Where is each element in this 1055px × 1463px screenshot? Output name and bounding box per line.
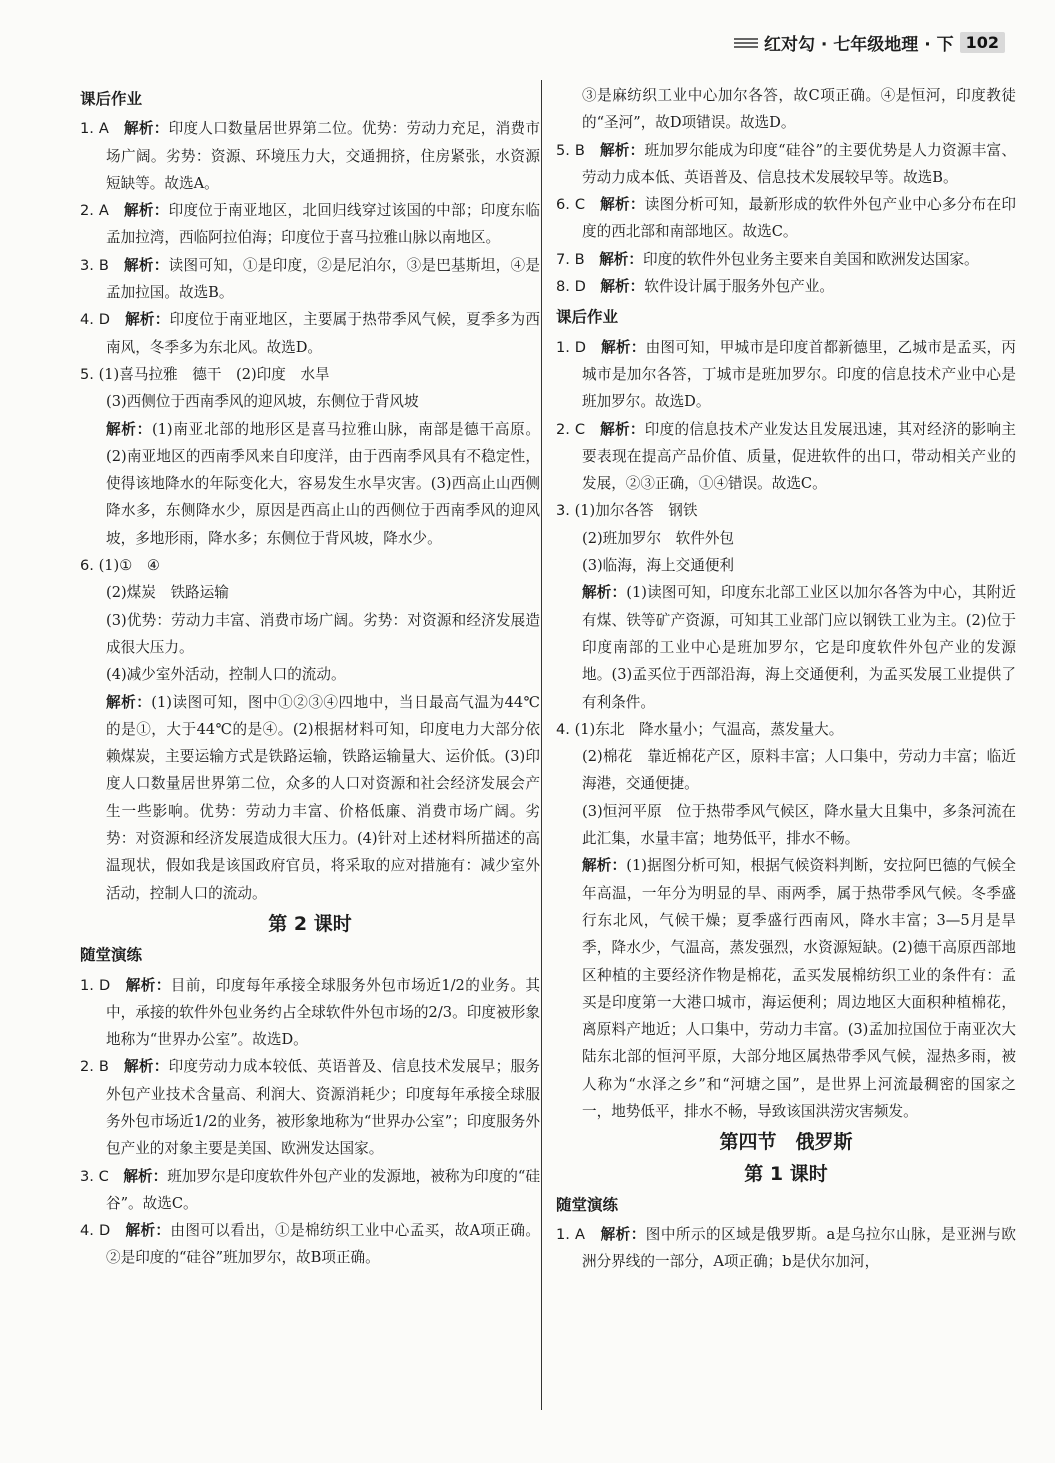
analysis-label: 解析： — [125, 976, 171, 994]
answer-text: 目前，印度每年承接全球服务外包市场近1/2的业务。其中，承接的软件外包业务约占全球软件外包市场的2/3。印度被形象地称为“世界办公室”。故选D。 — [106, 976, 540, 1049]
question-number: 5. — [80, 365, 99, 383]
decorative-lines-icon — [734, 38, 758, 48]
analysis-label: 解析： — [123, 120, 169, 138]
analysis-label: 解析： — [600, 278, 645, 296]
answer-text: (2)煤炭 铁路运输 — [106, 584, 229, 602]
analysis-label: 解析： — [599, 250, 643, 268]
question-number: 5. — [556, 141, 575, 159]
question-number: 3. — [556, 502, 575, 520]
analysis-label: 解析： — [106, 420, 152, 438]
answer-text: 读图可知，①是印度，②是尼泊尔，③是巴基斯坦，④是孟加拉国。故选B。 — [106, 256, 540, 302]
analysis-label: 解析： — [600, 1226, 646, 1244]
analysis-label: 解析： — [123, 1167, 168, 1185]
lesson-heading: 第 1 课时 — [744, 1162, 828, 1185]
analysis-label: 解析： — [125, 311, 170, 329]
answer-text: (1)据图分析可知，根据气候资料判断，安拉阿巴德的气候全年高温，一年分为明显的旱、雨两季，属于热带季风气候。冬季盛行东北风，气候干燥；夏季盛行西南风，降水丰富；3—5月是旱季，降水少，气温高，蒸发强烈，水资源短缺。(2)德干高原西部地区种植的主要经济作物是棉花，孟买发展棉纺织工业的条件有：孟买是印度第一大港口城市，海运便利；周边地区大面积种植棉花，离原料产地近；人口集中，劳动力丰富。(3)孟加拉国位于南亚次大陆东北部的恒河平原，大部分地区属热带季风气候，湿热多雨，被人称为“水泽之乡”和“河塘之国”，是世界上河流最稠密的国家之一，地势低平，排水不畅，导致该国洪涝灾害频发。 — [582, 857, 1016, 1120]
answer-item — [80, 306, 540, 361]
question-number: 1. — [80, 120, 99, 138]
answer-text: (1)加尔各答 钢铁 — [574, 502, 698, 520]
question-number: 6. — [556, 196, 575, 214]
answer-subline — [80, 388, 540, 415]
answer-text: ③是麻纺织工业中心加尔各答，故C项正确。④是恒河，印度教徒的“圣河”，故D项错误。故选D。 — [582, 87, 1016, 132]
answer-text: (4)减少室外活动，控制人口的流动。 — [106, 666, 346, 684]
answer-subline — [556, 743, 1016, 798]
answer-text: 软件设计属于服务外包产业。 — [644, 278, 834, 296]
right-column — [556, 82, 1016, 1276]
answer-choice: A — [98, 120, 124, 138]
answer-text: 印度劳动力成本较低、英语普及、信息技术发展早；服务外包产业技术含量高、利润大、资源消耗少；印度每年承接全球服务外包市场近1/2的业务，被形象地称为“世界办公室”；印度服务外包产业的对象主要是美国、欧洲发达国家。 — [106, 1058, 540, 1158]
section-heading: 课后作业 — [556, 308, 619, 327]
analysis-label: 解析： — [125, 1222, 171, 1240]
question-number: 4. — [80, 1222, 99, 1240]
answer-item — [80, 1217, 540, 1272]
answer-text: 由图可知，甲城市是印度首都新德里，乙城市是孟买，丙城市是加尔各答，丁城市是班加罗尔。印度的信息技术产业中心是班加罗尔。故选D。 — [582, 338, 1016, 411]
answer-choice: D — [574, 338, 602, 356]
answer-text: 班加罗尔是印度软件外包产业的发源地，被称为印度的“硅谷”。故选C。 — [106, 1167, 540, 1212]
answer-text: 印度的软件外包业务主要来自美国和欧洲发达国家。 — [642, 250, 979, 268]
answer-text: (3)恒河平原 位于热带季风气候区，降水量大且集中，多条河流在此汇集，水量丰富；地势低平，排水不畅。 — [582, 802, 1016, 848]
analysis-label: 解析： — [582, 857, 627, 875]
answer-text: (1)读图可知，图中①②③④四地中，当日最高气温为44℃的是①，大于44℃的是④。(2)根据材料可知，印度电力大部分依赖煤炭，主要运输方式是铁路运输，铁路运输量大、运价低。(3)印度人口数量居世界第二位，众多的人口对资源和社会经济发展会产生一些影响。优势：劳动力丰富、价格低廉、消费市场广阔。劣势：对资源和经济发展造成很大压力。(4)针对上述材料所描述的高温现状，假如我是该国政府官员，将采取的应对措施有：减少室外活动，控制人口的流动。 — [106, 693, 540, 902]
analysis-label: 解析： — [582, 584, 627, 602]
analysis-label: 解析： — [600, 420, 645, 438]
answer-subline — [80, 689, 540, 907]
section-heading: 随堂演练 — [80, 946, 143, 965]
answer-text: (1)读图可知，印度东北部工业区以加尔各答为中心，其附近有煤、铁等矿产资源，可知其工业部门应以钢铁工业为主。(2)位于印度南部的工业中心是班加罗尔，它是印度软件外包产业的发源地。(3)孟买位于西部沿海，海上交通便利，为孟买发展工业提供了有利条件。 — [582, 584, 1016, 711]
section-heading: 课后作业 — [80, 90, 143, 108]
answer-subline — [80, 579, 540, 606]
answer-text: 读图分析可知，最新形成的软件外包产业中心多分布在印度的西北部和南部地区。故选C。 — [582, 196, 1016, 241]
analysis-label: 解析： — [601, 338, 646, 356]
answer-choice: D — [574, 278, 601, 296]
answer-text: (2)棉花 靠近棉花产区，原料丰富；人口集中，劳动力丰富；临近海港，交通便捷。 — [582, 748, 1016, 793]
answer-subline — [556, 82, 1016, 137]
answer-item — [556, 497, 1016, 524]
question-number: 7. — [556, 250, 575, 268]
answer-subline — [556, 579, 1016, 715]
book-title: 红对勾 · 七年级地理 · 下 — [764, 35, 954, 55]
question-number: 4. — [80, 311, 99, 329]
analysis-label: 解析： — [124, 256, 169, 274]
answer-item — [556, 1221, 1016, 1276]
question-number: 2. — [556, 420, 575, 438]
answer-choice: C — [574, 196, 601, 214]
analysis-label: 解析： — [599, 141, 645, 159]
page-number: 102 — [960, 32, 1005, 53]
answer-item — [556, 246, 1016, 273]
answer-text: (1)东北 降水量小；气温高，蒸发量大。 — [574, 720, 844, 738]
question-number: 3. — [80, 1167, 99, 1185]
lesson-heading: 第四节 俄罗斯 — [719, 1131, 853, 1154]
left-column — [80, 82, 540, 1272]
analysis-label: 解析： — [123, 202, 169, 220]
question-number: 1. — [556, 338, 575, 356]
answer-item — [80, 1163, 540, 1218]
answer-text: (1)① ④ — [98, 557, 161, 575]
analysis-label: 解析： — [124, 1058, 169, 1076]
column-divider — [541, 80, 542, 1410]
answer-text: 印度的信息技术产业发达且发展迅速，其对经济的影响主要表现在提高产品价值、质量，促进软件的出口，带动相关产业的发展，②③正确，①④错误。故选C。 — [582, 420, 1016, 493]
answer-choice: B — [574, 250, 600, 268]
answer-item — [80, 197, 540, 252]
answer-subline — [556, 798, 1016, 853]
answer-choice: A — [575, 1226, 601, 1244]
answer-choice: B — [98, 1058, 124, 1076]
answer-choice: A — [98, 202, 124, 220]
answer-subline — [556, 852, 1016, 1125]
answer-item — [556, 137, 1016, 192]
question-number: 2. — [80, 1058, 99, 1076]
answer-item — [556, 334, 1016, 416]
answer-subline — [80, 416, 540, 552]
answer-item — [556, 273, 1016, 300]
answer-choice: D — [98, 1222, 126, 1240]
answer-text: (1)喜马拉雅 德干 (2)印度 水旱 — [98, 365, 330, 383]
section-heading: 随堂演练 — [556, 1195, 619, 1214]
question-number: 2. — [80, 202, 99, 220]
answer-item — [80, 115, 540, 197]
answer-item — [80, 361, 540, 388]
answer-text: (2)班加罗尔 软件外包 — [582, 529, 735, 547]
answer-text: 班加罗尔能成为印度“硅谷”的主要优势是人力资源丰富、劳动力成本低、英语普及、信息技术发展较早等。故选B。 — [582, 141, 1016, 186]
answer-item — [556, 416, 1016, 498]
answer-choice: D — [99, 976, 126, 994]
answer-item — [556, 716, 1016, 743]
analysis-label: 解析： — [106, 693, 152, 711]
answer-choice: D — [98, 311, 126, 329]
answer-text: 印度人口数量居世界第二位。优势：劳动力充足，消费市场广阔。劣势：资源、环境压力大，交通拥挤，住房紧张，水资源短缺等。故选A。 — [106, 120, 540, 192]
answer-subline — [80, 661, 540, 688]
lesson-heading: 第 2 课时 — [268, 912, 352, 935]
page-header — [734, 30, 1005, 55]
analysis-label: 解析： — [600, 196, 645, 214]
answer-choice: C — [574, 420, 601, 438]
answer-item — [80, 252, 540, 307]
question-number: 4. — [556, 720, 575, 738]
answer-choice: B — [574, 141, 600, 159]
answer-text: 印度位于南亚地区，北回归线穿过该国的中部；印度东临孟加拉湾，西临阿拉伯海；印度位于喜马拉雅山脉以南地区。 — [106, 202, 540, 247]
answer-choice: C — [98, 1167, 124, 1185]
answer-text: (3)优势：劳动力丰富、消费市场广阔。劣势：对资源和经济发展造成很大压力。 — [106, 611, 540, 656]
question-number: 3. — [80, 256, 99, 274]
answer-item — [80, 552, 540, 579]
question-number: 6. — [80, 557, 99, 575]
answer-subline — [80, 607, 540, 662]
answer-choice: B — [98, 256, 124, 274]
question-number: 8. — [556, 278, 575, 296]
question-number: 1. — [80, 976, 99, 994]
answer-item — [556, 191, 1016, 246]
question-number: 1. — [556, 1226, 576, 1244]
answer-text: (3)西侧位于西南季风的迎风坡，东侧位于背风坡 — [106, 393, 419, 411]
answer-text: (3)临海，海上交通便利 — [582, 557, 735, 575]
answer-item — [80, 1053, 540, 1162]
answer-subline — [556, 552, 1016, 579]
answer-item — [80, 972, 540, 1054]
answer-text: (1)南亚北部的地形区是喜马拉雅山脉，南部是德干高原。(2)南亚地区的西南季风来自印度洋，由于西南季风具有不稳定性，使得该地降水的年际变化大，容易发生水旱灾害。(3)西高止山西侧降水多，东侧降水少，原因是西高止山的西侧位于西南季风的迎风坡，多地形雨，降水多；东侧位于背风坡，降水少。 — [106, 420, 540, 547]
answer-subline — [556, 525, 1016, 552]
answer-text: 印度位于南亚地区，主要属于热带季风气候，夏季多为西南风，冬季多为东北风。故选D。 — [106, 311, 540, 356]
answer-text: 图中所示的区域是俄罗斯。a是乌拉尔山脉，是亚洲与欧洲分界线的一部分，A项正确；b是伏尔加河， — [582, 1226, 1017, 1271]
answer-text: 由图可以看出，①是棉纺织工业中心孟买，故A项正确。②是印度的“硅谷”班加罗尔，故B项正确。 — [106, 1222, 540, 1267]
